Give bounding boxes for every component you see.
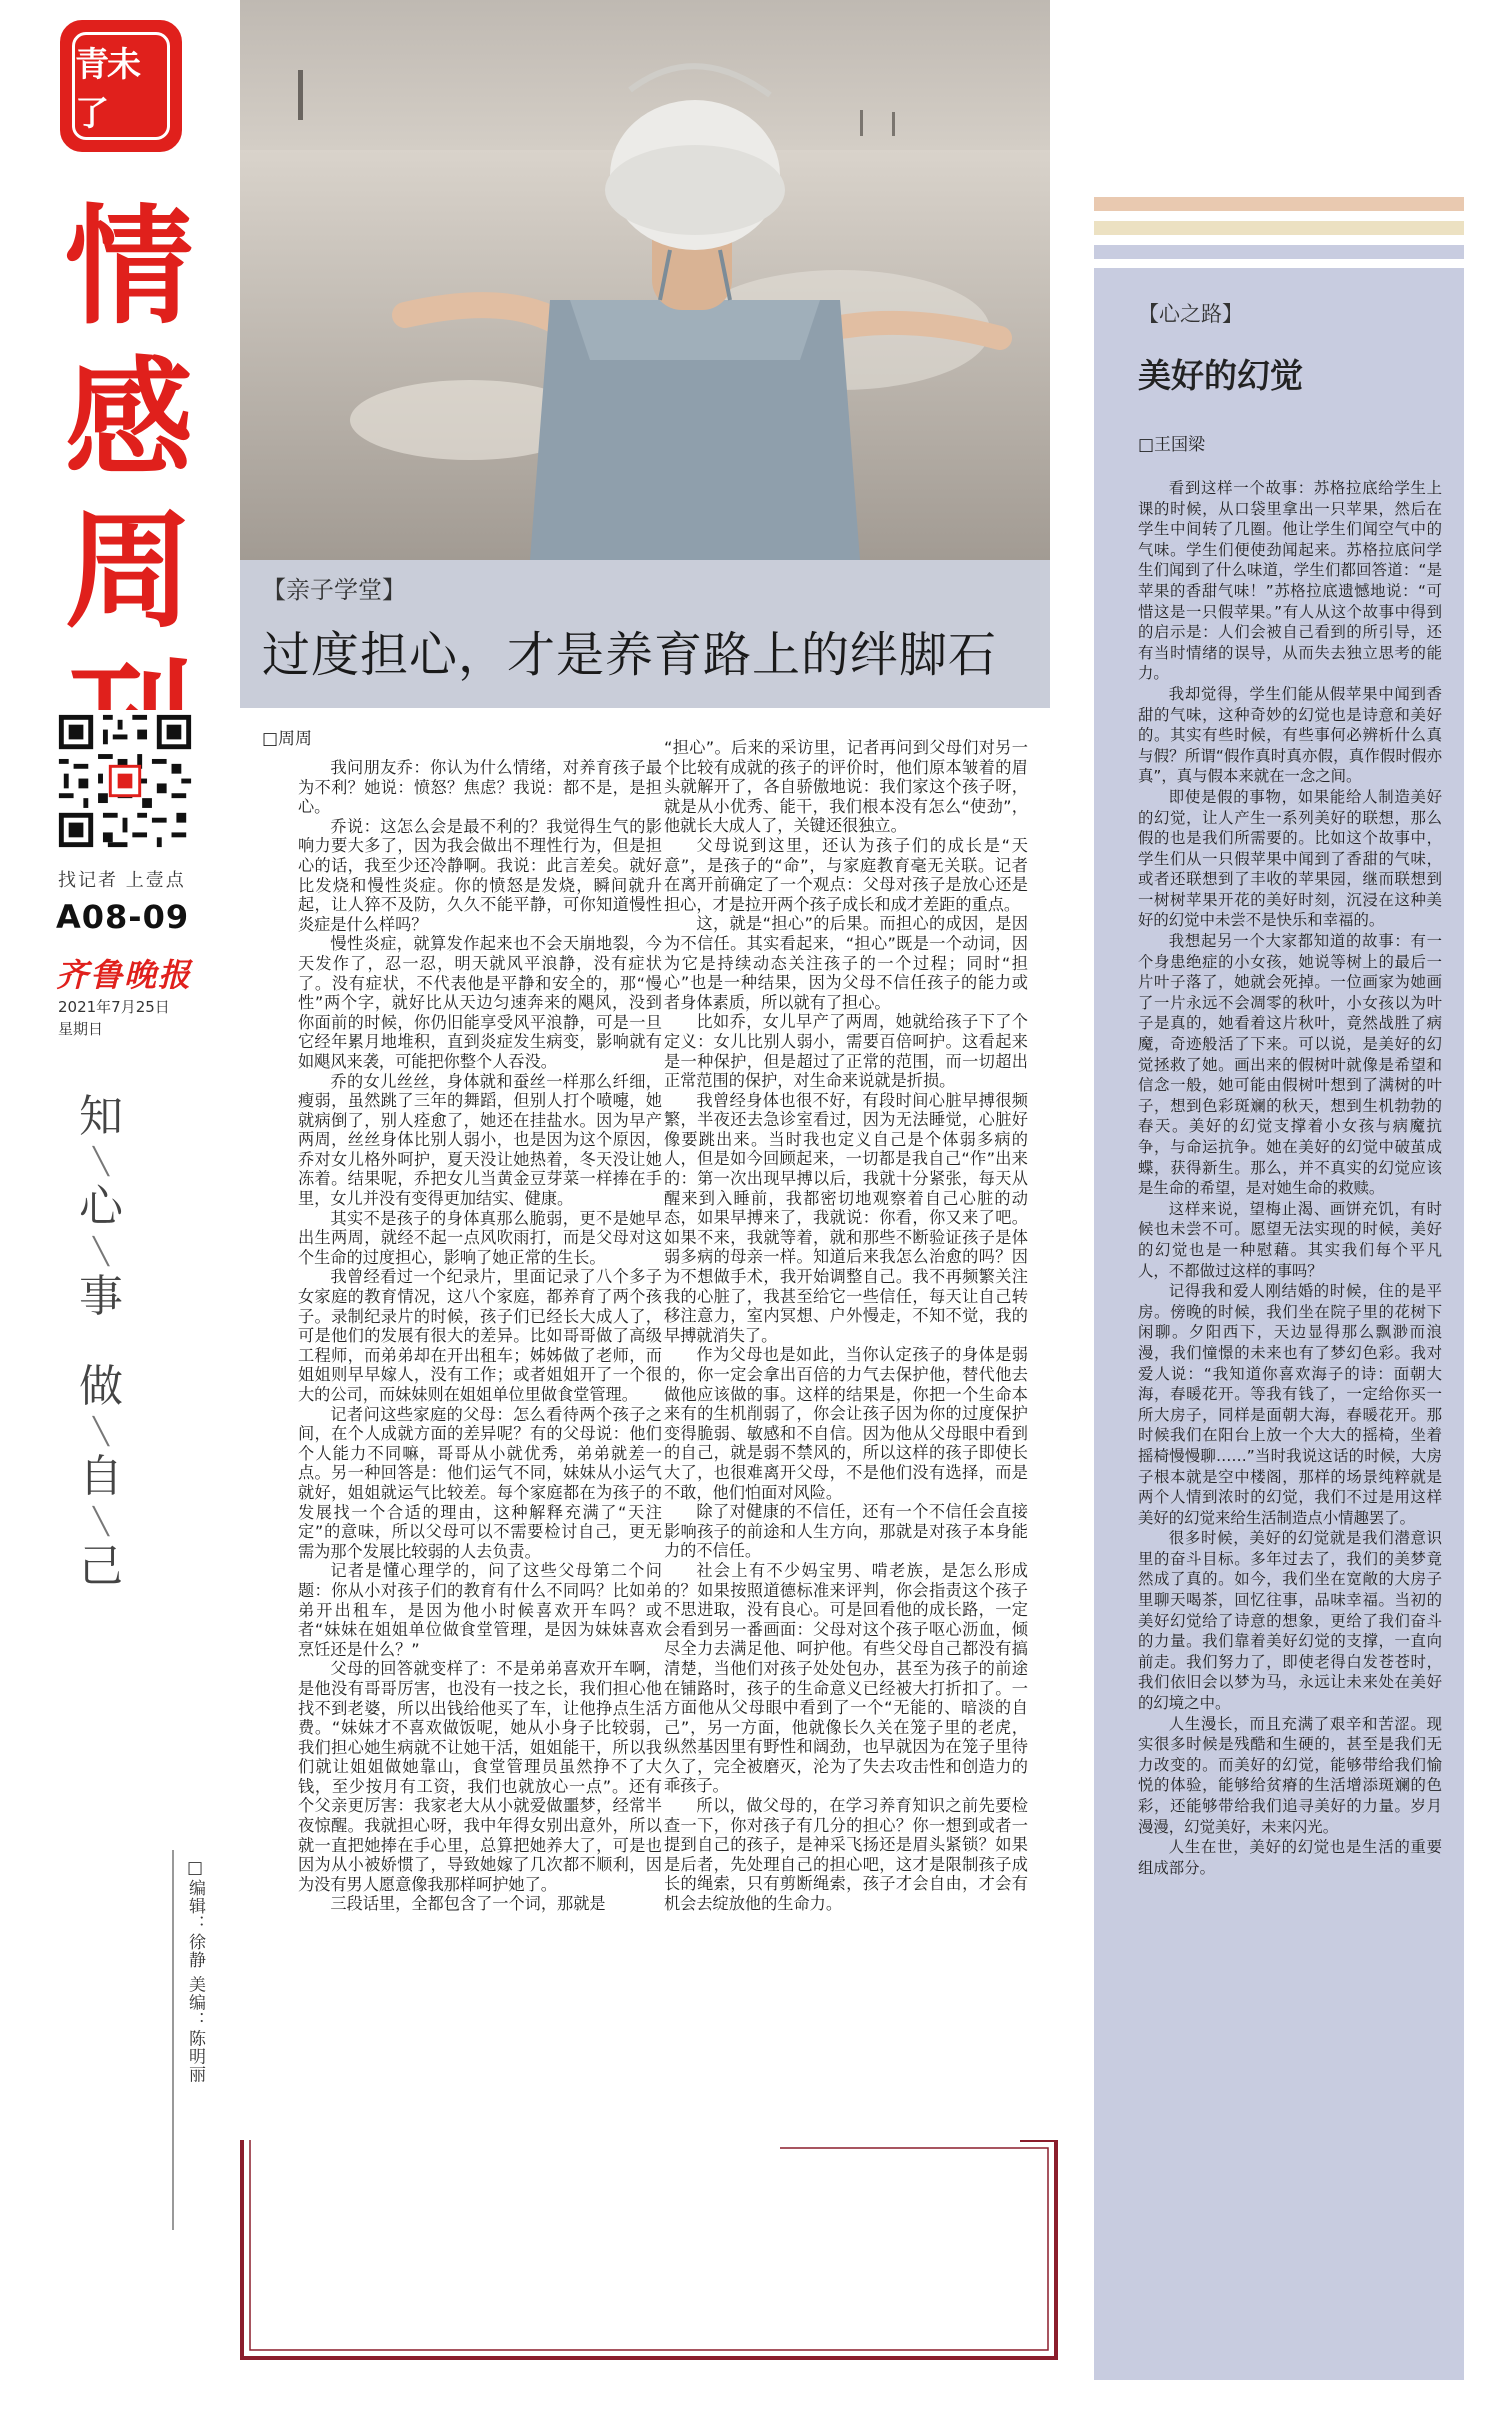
paragraph: 乔说：这怎么会是最不利的？我觉得生气的影响力要大多了，因为我会做出不理性行为，但是担心的话，我至少还冷静啊。我说：此言差矣。就好比发烧和慢性炎症。你的愤怒是发烧，瞬间就升起，让人猝不及防，久久不能平静，可你知道慢性炎症是什么样吗？	[298, 816, 662, 934]
stripe	[1094, 245, 1464, 259]
section-title-char: 情	[64, 193, 193, 342]
slogan-char: 事	[79, 1271, 123, 1322]
paragraph: 记者是懂心理学的，问了这些父母第二个问题：你从小对孩子们的教育有什么不同吗？比如弟弟开出租车，是因为他小时候喜欢开车吗？或者“妹妹在姐姐单位做食堂管理，是因为妹妹喜欢烹饪还是什么？”	[298, 1561, 662, 1659]
column-tag: 【亲子学堂】	[262, 576, 406, 604]
article-photo	[240, 0, 1050, 560]
slogan-char: 自	[79, 1451, 123, 1502]
slogan-separator: ╲	[93, 1237, 109, 1267]
credits-box	[172, 1850, 212, 2230]
stripe	[1094, 197, 1464, 211]
paragraph: 我曾经看过一个纪录片，里面记录了八个多子女家庭的教育情况，这八个家庭，都养育了两个孩子。录制纪录片的时候，孩子们已经长大成人了，可是他们的发展有很大的差异。比如哥哥做了高级工程师，而弟弟却在开出租车；姊姊做了老师，而姐姐则早早嫁人，没有工作；或者姐姐开了一个很大的公司，而妹妹则在姐姐单位里做食堂管理。	[298, 1267, 662, 1404]
masthead	[40, 20, 210, 2380]
article-column-2	[664, 738, 1028, 1914]
publication-date: 2021年7月25日	[58, 998, 170, 1016]
article-title: 过度担心，才是养育路上的绊脚石	[262, 627, 998, 683]
brand-logo[interactable]	[60, 20, 182, 152]
article-author: □周周	[262, 729, 313, 749]
slogan-separator: ╲	[93, 1417, 109, 1447]
logo-text: 青未了	[72, 32, 170, 140]
paragraph: 人生漫长，而且充满了艰辛和苦涩。现实很多时候是残酷和生硬的，甚至是我们无力改变的。而美好的幻觉，能够带给我们愉悦的体验，能够给贫瘠的生活增添斑斓的色彩，还能够带给我们追寻美好的力量。岁月漫漫，幻觉美好，未来闪光。	[1138, 1714, 1442, 1836]
paragraph: “担心”。后来的采访里，记者再问到父母们对另一个比较有成就的孩子的评价时，他们原本皱着的眉头就解开了，各自骄傲地说：我们家这个孩子呀，就是从小优秀、能干，我们根本没有怎么“使劲”，他就长大成人了，关键还很独立。	[664, 738, 1028, 836]
paragraph: 三段话里，全都包含了一个词，那就是	[330, 1894, 606, 1914]
paragraph: 父母说到这里，还认为孩子们的成长是“天意”，是孩子的“命”，与家庭教育毫无关联。记者在离开前确定了一个观点：父母对孩子是放心还是担心，才是拉开两个孩子成长和成才差距的重点。	[664, 835, 1028, 914]
paragraph: 除了对健康的不信任，还有一个不信任会直接影响孩子的前途和人生方向，那就是对孩子本身能力的不信任。	[664, 1502, 1028, 1561]
slogan-char: 做	[79, 1361, 123, 1412]
slogan-char: 己	[79, 1541, 123, 1592]
paragraph: 乔的女儿丝丝，身体就和蚕丝一样那么纤细，瘦弱，虽然跳了三年的舞蹈，但别人打个喷嚏，她就病倒了，别人痊愈了，她还在挂盐水。因为早产两周，丝丝身体比别人弱小，也是因为这个原因，乔对女儿格外呵护，夏天没让她热着，冬天没让她冻着。结果呢，乔把女儿当黄金豆芽菜一样捧在手里，女儿并没有变得更加结实、健康。	[298, 1071, 662, 1209]
paragraph: 我却觉得，学生们能从假苹果中闻到香甜的气味，这种奇妙的幻觉也是诗意和美好的。其实有些时候，有些事何必辨析什么真与假？所谓“假作真时真亦假，真作假时假亦真”，真与假本来就在一念之间。	[1138, 684, 1442, 786]
slogan-separator: ╲	[93, 1147, 109, 1177]
stripe	[1094, 221, 1464, 235]
side-article-title: 美好的幻觉	[1138, 356, 1303, 395]
paragraph: 比如乔，女儿早产了两周，她就给孩子下了个定义：女儿比别人弱小，需要百倍呵护。这看起来是一种保护，但是超过了正常的范围，而一切超出正常范围的保护，对生命来说就是折损。	[664, 1012, 1028, 1091]
paragraph: 所以，做父母的，在学习养育知识之前先要检查一下，你对孩子有几分的担心？你一想到或者一提到自己的孩子，是神采飞扬还是眉头紧锁？如果是后者，先处理自己的担心吧，这才是限制孩子成长的绳索，只有剪断绳索，孩子才会自由，才会有机会去绽放他的生命力。	[664, 1796, 1028, 1914]
article-header	[240, 560, 1050, 708]
paragraph: 父母的回答就变样了：不是弟弟喜欢开车啊，是他没有哥哥厉害，也没有一技之长，我们担心他找不到老婆，所以出钱给他买了车，让他挣点生活费。“妹妹才不喜欢做饭呢，她从小身子比较弱，我们担心她生病就不让她干活，姐姐能干，所以我们就让姐姐做她靠山，食堂管理员虽然挣不了大钱，至少按月有工资，我们也就放心一点”。还有个父亲更厉害：我家老大从小就爱做噩梦，经常半夜惊醒。我就担心呀，我中年得女别出意外，所以就一直把她捧在手心里，总算把她养大了，可是也因为从小被娇惯了，导致她嫁了几次都不顺利，因为没有男人愿意像我那样呵护她了。	[298, 1659, 662, 1894]
paragraph: 其实不是孩子的身体真那么脆弱，更不是她早出生两周，就经不起一点风吹雨打，而是父母对这个生命的过度担心，影响了她正常的生长。	[298, 1208, 662, 1267]
paragraph: 即使是假的事物，如果能给人制造美好的幻觉，让人产生一系列美好的联想，那么假的也是我们所需要的。比如这个故事中，学生们从一只假苹果中闻到了香甜的气味，或者还联想到了丰收的苹果园，继而联想到一树树苹果开花的美好时刻，沉浸在这种美好的幻觉中未尝不是快乐和幸福的。	[1138, 787, 1442, 930]
paragraph: 我想起另一个大家都知道的故事：有一个身患绝症的小女孩，她说等树上的最后一片叶子落了，她就会死掉。一位画家为她画了一片永远不会凋零的秋叶，小女孩以为叶子是真的，她看着这片秋叶，竟然战胜了病魔，奇迹般活了下来。可以说，是美好的幻觉拯救了她。画出来的假树叶就像是希望和信念一般，她可能由假树叶想到了满树的叶子，想到色彩斑斓的秋天，想到生机勃勃的春天。美好的幻觉支撑着小女孩与病魔抗争，与命运抗争。她在美好的幻觉中破茧成蝶，获得新生。那么，并不真实的幻觉应该是生命的希望，是对她生命的救赎。	[1138, 932, 1442, 1198]
article-column-1	[298, 758, 662, 1914]
section-title	[54, 192, 204, 800]
paragraph: 社会上有不少妈宝男、啃老族，是怎么形成的？如果按照道德标准来评判，你会指责这个孩子不思进取，没有良心。可是回看他的成长路，一定会看到另一番画面：父母对这个孩子呕心沥血，倾尽全力去满足他、呵护他。有些父母自己都没有搞清楚，当他们对孩子处处包办，甚至为孩子的前途在铺路时，孩子的生命意义已经被大打折扣了。一方面他从父母眼中看到了一个“无能的、暗淡的自己”，另一方面，他就像长久关在笼子里的老虎，纵然基因里有野性和阔劲，也早就因为在笼子里待久了，完全被磨灭，沦为了失去攻击性和创造力的乖孩子。	[664, 1560, 1028, 1796]
paragraph: 看到这样一个故事：苏格拉底给学生上课的时候，从口袋里拿出一只苹果，然后在学生中间转了几圈。他让学生们闻空气中的气味。学生们便使劲闻起来。苏格拉底问学生们闻到了什么味道，学生们都回答道：“是苹果的香甜气味！”苏格拉底遗憾地说：“可惜这是一只假苹果。”有人从这个故事中得到的启示是：人们会被自己看到的所引导，还有当时情绪的误导，从而失去独立思考的能力。	[1138, 479, 1442, 683]
side-article-body	[1138, 478, 1442, 1878]
slogan-char: 心	[79, 1181, 123, 1232]
newspaper-name: 齐鲁晚报	[56, 956, 193, 994]
paragraph: 这，就是“担心”的后果。而担心的成因，是因为不信任。其实看起来，“担心”既是一个动词，因为它是持续动态关注孩子的一个过程；同时“担心”也是一种结果，因为父母不信任孩子的能力或者身体素质，所以就有了担心。	[664, 914, 1028, 1012]
slogan	[66, 1090, 136, 1594]
paragraph: 很多时候，美好的幻觉就是我们潜意识里的奋斗目标。多年过去了，我们的美梦竟然成了真的。如今，我们坐在宽敞的大房子里聊天喝茶，回忆往事，品味幸福。当初的美好幻觉给了诗意的想象，更给了我们奋斗的力量。我们靠着美好幻觉的支撑，一直向前走。我们努力了，即使老得白发苍苍时，我们依旧会以梦为马，永远让未来处在美好的幻境之中。	[1138, 1529, 1442, 1713]
slogan-separator: ╲	[93, 1507, 109, 1537]
paragraph: 作为父母也是如此，当你认定孩子的身体是弱的，你一定会拿出百倍的力气去保护他，替代他去做他应该做的事。这样的结果是，你把一个生命本来有的生机削弱了，你会让孩子因为你的过度保护变得脆弱、敏感和不自信。因为他从父母眼中看到的自己，就是弱不禁风的，所以这样的孩子即使长大了，也很难离开父母，不是他们没有选择，而是不敢，他们怕面对风险。	[664, 1345, 1028, 1502]
side-article	[1094, 268, 1464, 2380]
editor-credits: □编辑：徐静 美编：陈明丽	[185, 1858, 205, 2084]
qr-code[interactable]	[54, 710, 196, 852]
qr-caption: 找记者 上壹点	[58, 870, 186, 891]
paragraph: 我问朋友乔：你认为什么情绪，对养育孩子最为不利？她说：愤怒？焦虑？我说：都不是，是担心。	[298, 758, 662, 817]
slogan-char: 知	[79, 1091, 123, 1142]
paragraph: 人生在世，美好的幻觉也是生活的重要组成部分。	[1138, 1838, 1442, 1877]
side-article-author: □王国梁	[1138, 435, 1206, 455]
page-number: A08-09	[56, 898, 190, 936]
section-title-char: 感	[64, 345, 193, 494]
paragraph: 慢性炎症，就算发作起来也不会天崩地裂，今天发作了，忍一忍，明天就风平浪静，没有症状了。没有症状，不代表他是平静和安全的，那“慢性”两个字，就好比从天边匀速奔来的飓风，没到你面前的时候，你仍旧能享受风平浪静，可是一旦它经年累月地堆积，直到炎症发生病变，影响就有如飓风来袭，可能把你整个人吞没。	[298, 934, 662, 1071]
article-body	[240, 708, 1050, 2376]
decorative-stripes	[1094, 197, 1464, 269]
section-title-char: 周	[64, 497, 193, 646]
slogan-separator	[66, 1324, 136, 1360]
paragraph: 这样来说，望梅止渴、画饼充饥，有时候也未尝不可。愿望无法实现的时候，美好的幻觉也是一种慰藉。其实我们每个平凡人，不都做过这样的事吗？	[1138, 1199, 1442, 1280]
paragraph: 记者问这些家庭的父母：怎么看待两个孩子之间，在个人成就方面的差异呢？有的父母说：他们个人能力不同嘛，哥哥从小就优秀，弟弟就差一点。另一种回答是：他们运气不同，妹妹从小运气就好，姐姐就运气比较差。每个家庭都在为孩子的发展找一个合适的理由，这种解释充满了“天注定”的意味，所以父母可以不需要检讨自己，更无需为那个发展比较弱的人去负责。	[298, 1404, 662, 1561]
paragraph: 记得我和爱人刚结婚的时候，住的是平房。傍晚的时候，我们坐在院子里的花树下闲聊。夕阳西下，天边显得那么飘渺而浪漫，我们憧憬的未来也有了梦幻色彩。我对爱人说：“我知道你喜欢海子的诗：面朝大海，春暖花开。等我有钱了，一定给你买一所大房子，同样是面朝大海，春暖花开。那时候我们在阳台上放一个大大的摇椅，坐着摇椅慢慢聊……”当时我说这话的时候，大房子根本就是空中楼阁，那样的场景纯粹就是两个人情到浓时的幻觉，我们不过是用这样美好的幻觉来给生活制造点小情趣罢了。	[1138, 1282, 1442, 1527]
paragraph: 我曾经身体也很不好，有段时间心脏早搏很频繁，半夜还去急诊室看过，因为无法睡觉，心脏好像要跳出来。当时我也定义自己是个体弱多病的人，但是如今回顾起来，一切都是我自己“作”出来的：第一次出现早搏以后，我就十分紧张，每天从醒来到入睡前，我都密切地观察着自己心脏的动态，如果早搏来了，我就说：你看，你又来了吧。如果不来，我就等着，就和那些不断验证孩子是体弱多病的母亲一样。知道后来我怎么治愈的吗？因为不想做手术，我开始调整自己。我不再频繁关注我的心脏了，我甚至给它一些信任，每天让自己转移注意力，室内冥想、户外慢走，不知不觉，我的早搏就消失了。	[664, 1090, 1028, 1345]
child-on-beach-illustration	[240, 0, 1050, 560]
side-column-tag: 【心之路】	[1138, 302, 1243, 326]
publication-weekday: 星期日	[58, 1020, 104, 1038]
